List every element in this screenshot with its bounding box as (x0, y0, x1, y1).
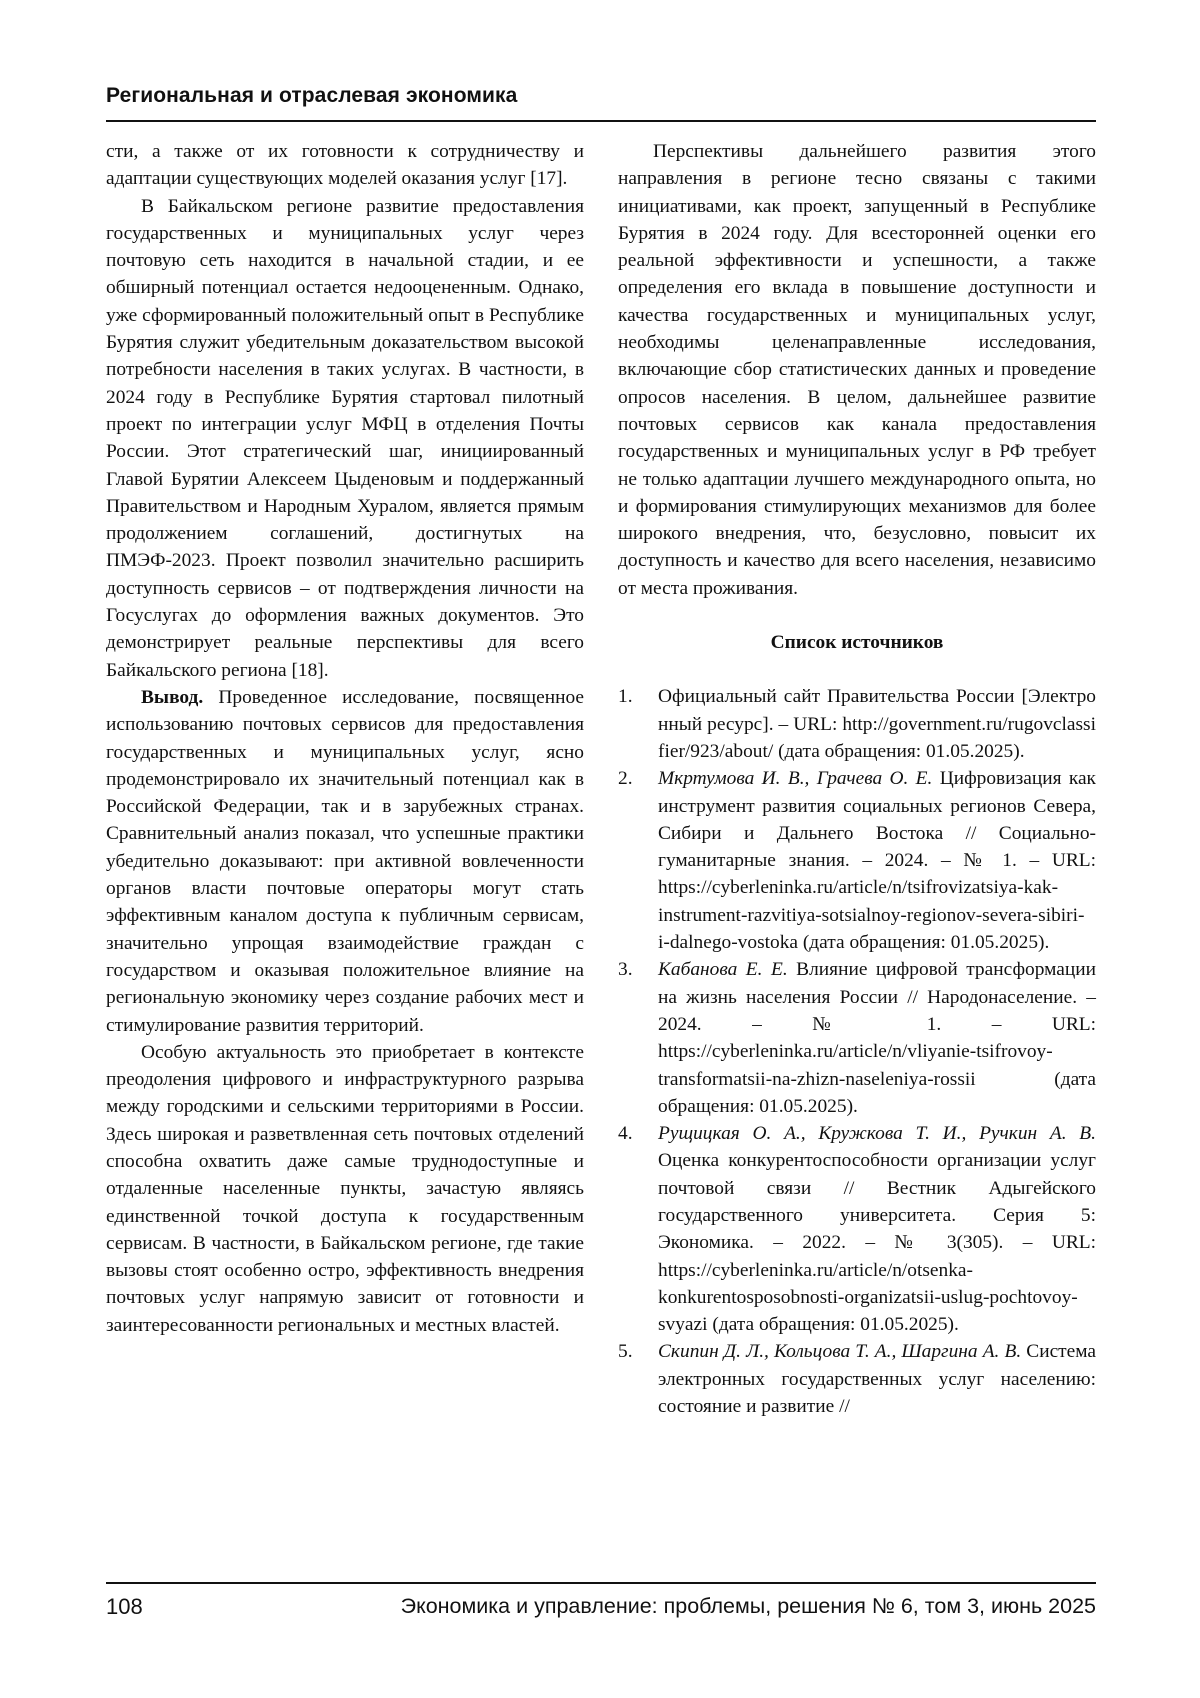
reference-item (618, 1120, 1096, 1338)
reference-text: Система электронных государственных услуг населению: состояние и развитие // (658, 1341, 1096, 1418)
paragraph-relevance: Особую актуальность это приобретает в контексте преодоления цифрового и инфраструктурного разрыва между городскими и сельскими территориями в России. Здесь широкая и разветвленная сеть почтовых отделений способна охватить даже самые труднодоступные и отдаленные населенные пункты, зачастую являясь единственной точкой доступа к государственным сервисам. В частности, в Байкальском регионе, где такие вызовы стоят особенно остро, эффективность внедрения почтовых услуг напрямую зависит от готовности и заинтересованности региональных и местных властей. (106, 1041, 584, 1336)
reference-number: 4. (618, 1123, 633, 1145)
reference-authors: Скипин Д. Л., Кольцова Т. А., Шаргина А. В. (658, 1341, 1022, 1363)
reference-item (618, 765, 1096, 956)
paragraph-continuation: сти, а также от их готовности к сотрудничеству и адаптации существующих моделей оказания услуг [17]. (106, 141, 584, 190)
reference-item (618, 956, 1096, 1120)
reference-item (618, 683, 1096, 765)
reference-authors: Рущицкая О. А., Кружкова Т. И., Ручкин А. В. (658, 1123, 1096, 1145)
right-column (618, 138, 1096, 1420)
conclusion-lead: Вывод. (141, 686, 204, 708)
reference-text: Влияние цифровой трансформации на жизнь населения России // Народонаселение. – 2024. – № 1. – URL: https://cyberleninka.ru/article/n/vliyanie-tsifrovoy-transformatsii-na-zhizn-naseleniya-rossii (дата обращения: 01.05.2025). (658, 959, 1096, 1117)
header-divider (106, 120, 1096, 122)
reference-number: 1. (618, 686, 633, 708)
reference-text: Официальный сайт Правительства России [Электронный ресурс]. – URL: http://government.ru/rugovclassifier/923/about/ (дата обращения: 01.05.2025). (658, 686, 1096, 762)
paragraph-conclusion (106, 684, 584, 1039)
left-column (106, 138, 584, 1339)
reference-number: 3. (618, 959, 633, 981)
reference-number: 5. (618, 1341, 633, 1363)
reference-text: Цифровизация как инструмент развития социальных регионов Севера, Сибири и Дальнего Востока // Социально-гуманитарные знания. – 2024. – № 1. – URL: https://cyberleninka.ru/article/n/tsifrovizatsiya-kak-instrument-razvitiya-sotsialnoy-regionov-severa-sibiri-i-dalnego-vostoka (дата обращения: 01.05.2025). (658, 768, 1096, 954)
reference-text: Оценка конкурентоспособности организации услуг почтовой связи // Вестник Адыгейского государственного университета. Серия 5: Экономика. – 2022. – № 3(305). – URL: https://cyberleninka.ru/article/n/otsenka-konkurentosposobnosti-organizatsii-uslug-pochtovoy-svyazi (дата обращения: 01.05.2025). (658, 1150, 1096, 1336)
references-heading: Список источников (770, 632, 944, 654)
page-number: 108 (106, 1594, 143, 1619)
reference-authors: Мкртумова И. В., Грачева О. Е. (658, 768, 933, 790)
reference-number: 2. (618, 768, 633, 790)
journal-citation: Экономика и управление: проблемы, решения № 6, том 3, июнь 2025 (400, 1594, 1096, 1618)
footer-divider (106, 1582, 1096, 1584)
running-header-title: Региональная и отраслевая экономика (106, 84, 518, 107)
paragraph-baikal-region: В Байкальском регионе развитие предоставления государственных и муниципальных услуг через почтовую сеть находится в начальной стадии, и ее обширный потенциал остается недооцененным. Однако, уже сформированный положительный опыт в Республике Бурятия служит убедительным доказательством высокой потребности населения в таких услугах. В частности, в 2024 году в Республике Бурятия стартовал пилотный проект по интеграции услуг МФЦ в отделения Почты России. Этот стратегический шаг, инициированный Главой Бурятии Алексеем Цыденовым и поддержанный Правительством и Народным Хуралом, является прямым продолжением соглашений, достигнутых на ПМЭФ-2023. Проект позволил значительно расширить доступность сервисов – от подтверждения личности на Госуслугах до оформления важных документов. Это демонстрирует реальные перспективы для всего Байкальского региона [18]. (106, 195, 584, 681)
reference-authors: Кабанова Е. Е. (658, 959, 788, 981)
paragraph-perspectives: Перспективы дальнейшего развития этого направления в регионе тесно связаны с такими инициативами, как проект, запущенный в Республике Бурятия в 2024 году. Для всесторонней оценки его реальной эффективности и успешности, а также определения его вклада в повышение доступности и качества государственных и муниципальных услуг, необходимы целенаправленные исследования, включающие сбор статистических данных и проведение опросов населения. В целом, дальнейшее развитие почтовых сервисов как канала предоставления государственных и муниципальных услуг в РФ требует не только адаптации лучшего международного опыта, но и формирования стимулирующих механизмов для более широкого внедрения, что, безусловно, повысит их доступность и качество для всего населения, независимо от места проживания. (618, 141, 1096, 599)
reference-item (618, 1338, 1096, 1420)
conclusion-text: Проведенное исследование, посвященное использованию почтовых сервисов для предоставления государственных и муниципальных услуг, ясно продемонстрировало их значительный потенциал как в Российской Федерации, так и в зарубежных странах. Сравнительный анализ показал, что успешные практики убедительно доказывают: при активной вовлеченности органов власти почтовые операторы могут стать эффективным каналом доступа к публичным сервисам, значительно упрощая взаимодействие граждан с государством и оказывая положительное влияние на региональную экономику через создание рабочих мест и стимулирование развития территорий. (106, 686, 584, 1036)
